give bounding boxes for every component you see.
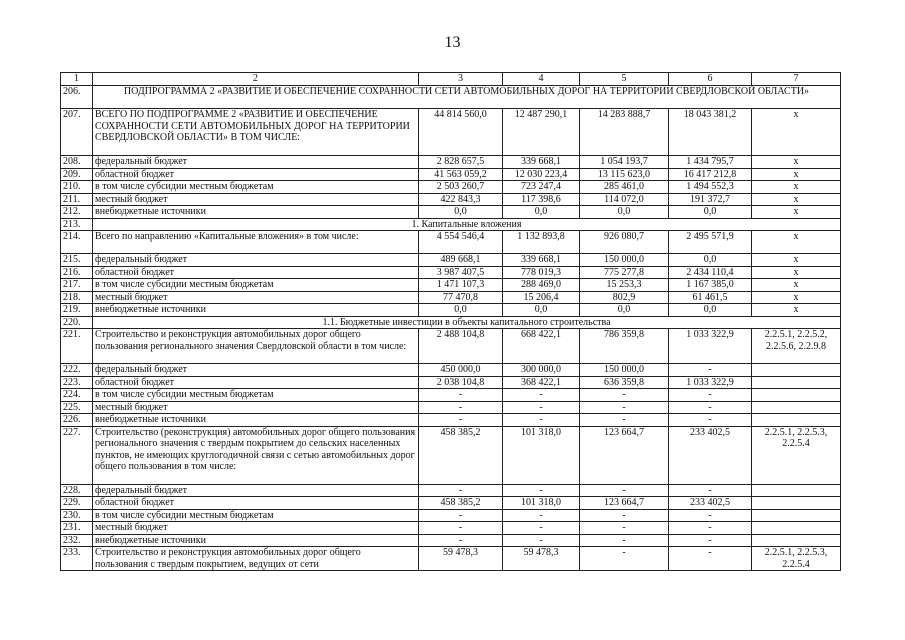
target-indicator-ref — [752, 364, 841, 377]
row-description: федеральный бюджет — [93, 484, 419, 497]
row-description: областной бюджет — [93, 266, 419, 279]
target-indicator-ref — [752, 534, 841, 547]
target-indicator-ref — [752, 484, 841, 497]
amount-year-2: 636 359,8 — [580, 376, 669, 389]
amount-total: 489 668,1 — [419, 254, 503, 267]
table-body — [61, 86, 841, 571]
target-indicator-ref: x — [752, 181, 841, 194]
amount-year-1: - — [503, 522, 580, 535]
table-row — [61, 193, 841, 206]
section-heading-row — [61, 86, 841, 109]
table-row — [61, 497, 841, 510]
target-indicator-ref — [752, 389, 841, 402]
amount-year-2: - — [580, 401, 669, 414]
table-row — [61, 231, 841, 254]
amount-year-1: - — [503, 534, 580, 547]
row-number: 233. — [61, 547, 93, 571]
amount-year-2: 114 072,0 — [580, 193, 669, 206]
target-indicator-ref — [752, 497, 841, 510]
amount-year-2: - — [580, 414, 669, 427]
row-number: 223. — [61, 376, 93, 389]
amount-total: 2 828 657,5 — [419, 156, 503, 169]
row-description: местный бюджет — [93, 522, 419, 535]
amount-year-3: - — [669, 389, 752, 402]
row-description: областной бюджет — [93, 376, 419, 389]
amount-year-2: - — [580, 547, 669, 571]
amount-year-3: - — [669, 364, 752, 377]
amount-year-2: 150 000,0 — [580, 364, 669, 377]
amount-year-2: 802,9 — [580, 291, 669, 304]
row-number: 214. — [61, 231, 93, 254]
column-number: 6 — [669, 73, 752, 86]
amount-total: 2 038 104,8 — [419, 376, 503, 389]
target-indicator-ref — [752, 509, 841, 522]
amount-total: 422 843,3 — [419, 193, 503, 206]
row-number: 217. — [61, 279, 93, 292]
table-row — [61, 291, 841, 304]
amount-year-2: 123 664,7 — [580, 497, 669, 510]
amount-year-1: 1 132 893,8 — [503, 231, 580, 254]
table-row — [61, 254, 841, 267]
amount-year-3: 1 494 552,3 — [669, 181, 752, 194]
row-description: в том числе субсидии местным бюджетам — [93, 181, 419, 194]
table-row — [61, 156, 841, 169]
row-number: 231. — [61, 522, 93, 535]
amount-total: - — [419, 401, 503, 414]
amount-year-1: 101 318,0 — [503, 497, 580, 510]
amount-year-1: 0,0 — [503, 206, 580, 219]
amount-year-3: 1 167 385,0 — [669, 279, 752, 292]
amount-year-2: 1 054 193,7 — [580, 156, 669, 169]
amount-total: - — [419, 484, 503, 497]
amount-year-1: 101 318,0 — [503, 426, 580, 484]
row-description: внебюджетные источники — [93, 206, 419, 219]
section-title: ПОДПРОГРАММА 2 «РАЗВИТИЕ И ОБЕСПЕЧЕНИЕ СОХРАННОСТИ СЕТИ АВТОМОБИЛЬНЫХ ДОРОГ НА ТЕРРИТОРИИ СВЕРДЛОВСКОЙ ОБЛАСТИ» — [93, 86, 841, 109]
row-number: 219. — [61, 304, 93, 317]
amount-year-1: 723 247,4 — [503, 181, 580, 194]
target-indicator-ref: x — [752, 206, 841, 219]
row-number: 222. — [61, 364, 93, 377]
target-indicator-ref: x — [752, 168, 841, 181]
amount-total: 1 471 107,3 — [419, 279, 503, 292]
row-description: в том числе субсидии местным бюджетам — [93, 509, 419, 522]
amount-total: 4 554 546,4 — [419, 231, 503, 254]
section-title: 1. Капитальные вложения — [93, 218, 841, 231]
target-indicator-ref: x — [752, 156, 841, 169]
table-row — [61, 266, 841, 279]
table-row — [61, 547, 841, 571]
amount-year-1: - — [503, 509, 580, 522]
row-description: внебюджетные источники — [93, 534, 419, 547]
amount-year-2: 14 283 888,7 — [580, 109, 669, 156]
amount-year-3: - — [669, 401, 752, 414]
row-number: 230. — [61, 509, 93, 522]
row-number: 207. — [61, 109, 93, 156]
amount-year-2: 150 000,0 — [580, 254, 669, 267]
row-number: 226. — [61, 414, 93, 427]
table-row — [61, 304, 841, 317]
table-row — [61, 484, 841, 497]
amount-year-1: 368 422,1 — [503, 376, 580, 389]
amount-year-1: 12 030 223,4 — [503, 168, 580, 181]
amount-year-1: 0,0 — [503, 304, 580, 317]
amount-year-3: 2 495 571,9 — [669, 231, 752, 254]
amount-year-3: 1 033 322,9 — [669, 329, 752, 364]
amount-year-2: - — [580, 389, 669, 402]
amount-year-3: 61 461,5 — [669, 291, 752, 304]
amount-year-1: 778 019,3 — [503, 266, 580, 279]
amount-year-2: - — [580, 484, 669, 497]
table-row — [61, 206, 841, 219]
row-number: 220. — [61, 316, 93, 329]
row-description: областной бюджет — [93, 168, 419, 181]
row-number: 206. — [61, 86, 93, 109]
amount-year-1: 15 206,4 — [503, 291, 580, 304]
target-indicator-ref: 2.2.5.1, 2.2.5.3, 2.2.5.4 — [752, 426, 841, 484]
target-indicator-ref — [752, 522, 841, 535]
column-number: 3 — [419, 73, 503, 86]
amount-total: - — [419, 534, 503, 547]
row-number: 227. — [61, 426, 93, 484]
row-description: местный бюджет — [93, 401, 419, 414]
target-indicator-ref: x — [752, 193, 841, 206]
row-number: 213. — [61, 218, 93, 231]
amount-total: - — [419, 389, 503, 402]
table-row — [61, 364, 841, 377]
amount-total: 450 000,0 — [419, 364, 503, 377]
row-number: 211. — [61, 193, 93, 206]
amount-year-1: 339 668,1 — [503, 156, 580, 169]
amount-year-1: - — [503, 389, 580, 402]
amount-year-1: 339 668,1 — [503, 254, 580, 267]
row-number: 224. — [61, 389, 93, 402]
amount-year-3: 1 033 322,9 — [669, 376, 752, 389]
page-number: 13 — [444, 34, 461, 51]
amount-year-1: 117 398,6 — [503, 193, 580, 206]
row-number: 208. — [61, 156, 93, 169]
amount-total: 41 563 059,2 — [419, 168, 503, 181]
amount-year-2: 786 359,8 — [580, 329, 669, 364]
amount-year-1: - — [503, 484, 580, 497]
row-description: Всего по направлению «Капитальные вложения» в том числе: — [93, 231, 419, 254]
amount-year-3: 1 434 795,7 — [669, 156, 752, 169]
row-description: Строительство и реконструкция автомобильных дорог общего пользования регионального значения Свердловской области в том числе: — [93, 329, 419, 364]
amount-year-2: - — [580, 534, 669, 547]
row-description: федеральный бюджет — [93, 364, 419, 377]
table-row — [61, 401, 841, 414]
target-indicator-ref — [752, 401, 841, 414]
row-description: местный бюджет — [93, 193, 419, 206]
table-row — [61, 414, 841, 427]
target-indicator-ref — [752, 414, 841, 427]
row-description: Строительство и реконструкция автомобильных дорог общего пользования с твердым покрытием, ведущих от сети — [93, 547, 419, 571]
amount-year-2: 926 080,7 — [580, 231, 669, 254]
target-indicator-ref — [752, 376, 841, 389]
section-title: 1.1. Бюджетные инвестиции в объекты капитального строительства — [93, 316, 841, 329]
section-heading-row — [61, 316, 841, 329]
amount-total: 458 385,2 — [419, 426, 503, 484]
row-description: внебюджетные источники — [93, 414, 419, 427]
amount-total: - — [419, 414, 503, 427]
amount-year-1: - — [503, 401, 580, 414]
amount-year-3: 18 043 381,2 — [669, 109, 752, 156]
row-description: внебюджетные источники — [93, 304, 419, 317]
target-indicator-ref: x — [752, 231, 841, 254]
row-description: Строительство (реконструкция) автомобильных дорог общего пользования регионального значения с твердым покрытием до сельских населенных пунктов, не имеющих круглогодичной связи с сетью автомобильных дорог общего пользования в том числе: — [93, 426, 419, 484]
amount-total: 458 385,2 — [419, 497, 503, 510]
row-description: в том числе субсидии местным бюджетам — [93, 279, 419, 292]
table-row — [61, 109, 841, 156]
amount-year-3: - — [669, 547, 752, 571]
amount-year-3: 0,0 — [669, 254, 752, 267]
amount-year-2: - — [580, 509, 669, 522]
amount-year-2: 285 461,0 — [580, 181, 669, 194]
amount-year-1: 12 487 290,1 — [503, 109, 580, 156]
table-row — [61, 389, 841, 402]
row-number: 232. — [61, 534, 93, 547]
target-indicator-ref: x — [752, 304, 841, 317]
amount-year-3: - — [669, 522, 752, 535]
row-description: в том числе субсидии местным бюджетам — [93, 389, 419, 402]
column-number: 7 — [752, 73, 841, 86]
amount-year-3: 16 417 212,8 — [669, 168, 752, 181]
table-row — [61, 509, 841, 522]
column-number: 1 — [61, 73, 93, 86]
amount-year-2: 15 253,3 — [580, 279, 669, 292]
table-row — [61, 168, 841, 181]
amount-year-3: 2 434 110,4 — [669, 266, 752, 279]
amount-year-3: - — [669, 414, 752, 427]
table-row — [61, 426, 841, 484]
column-number: 2 — [93, 73, 419, 86]
table-row — [61, 534, 841, 547]
amount-total: 44 814 560,0 — [419, 109, 503, 156]
amount-year-1: 59 478,3 — [503, 547, 580, 571]
amount-year-2: 775 277,8 — [580, 266, 669, 279]
column-number-header-row — [61, 73, 841, 86]
row-number: 210. — [61, 181, 93, 194]
table-row — [61, 279, 841, 292]
amount-year-3: - — [669, 534, 752, 547]
target-indicator-ref: 2.2.5.1, 2.2.5.2, 2.2.5.6, 2.2.9.8 — [752, 329, 841, 364]
amount-total: 0,0 — [419, 304, 503, 317]
row-description: местный бюджет — [93, 291, 419, 304]
row-number: 212. — [61, 206, 93, 219]
amount-year-3: 191 372,7 — [669, 193, 752, 206]
amount-total: 3 987 407,5 — [419, 266, 503, 279]
amount-year-3: 0,0 — [669, 304, 752, 317]
row-description: федеральный бюджет — [93, 156, 419, 169]
row-number: 218. — [61, 291, 93, 304]
target-indicator-ref: 2.2.5.1, 2.2.5.3, 2.2.5.4 — [752, 547, 841, 571]
amount-year-2: 13 115 623,0 — [580, 168, 669, 181]
row-number: 216. — [61, 266, 93, 279]
amount-total: 2 503 260,7 — [419, 181, 503, 194]
section-heading-row — [61, 218, 841, 231]
budget-table — [60, 72, 841, 571]
amount-year-3: 233 402,5 — [669, 497, 752, 510]
table-row — [61, 522, 841, 535]
target-indicator-ref: x — [752, 266, 841, 279]
row-number: 225. — [61, 401, 93, 414]
column-number: 5 — [580, 73, 669, 86]
amount-year-3: 0,0 — [669, 206, 752, 219]
amount-year-1: 668 422,1 — [503, 329, 580, 364]
row-description: федеральный бюджет — [93, 254, 419, 267]
amount-total: 0,0 — [419, 206, 503, 219]
amount-year-2: 123 664,7 — [580, 426, 669, 484]
amount-year-3: - — [669, 509, 752, 522]
row-number: 221. — [61, 329, 93, 364]
row-description: ВСЕГО ПО ПОДПРОГРАММЕ 2 «РАЗВИТИЕ И ОБЕСПЕЧЕНИЕ СОХРАННОСТИ СЕТИ АВТОМОБИЛЬНЫХ ДОРОГ НА ТЕРРИТОРИИ СВЕРДЛОВСКОЙ ОБЛАСТИ» В ТОМ ЧИСЛЕ: — [93, 109, 419, 156]
amount-total: 2 488 104,8 — [419, 329, 503, 364]
row-number: 228. — [61, 484, 93, 497]
amount-year-2: - — [580, 522, 669, 535]
row-description: областной бюджет — [93, 497, 419, 510]
table-row — [61, 329, 841, 364]
amount-total: - — [419, 509, 503, 522]
column-number: 4 — [503, 73, 580, 86]
row-number: 229. — [61, 497, 93, 510]
row-number: 215. — [61, 254, 93, 267]
amount-year-2: 0,0 — [580, 304, 669, 317]
target-indicator-ref: x — [752, 254, 841, 267]
amount-year-2: 0,0 — [580, 206, 669, 219]
target-indicator-ref: x — [752, 279, 841, 292]
amount-year-1: 288 469,0 — [503, 279, 580, 292]
amount-year-1: 300 000,0 — [503, 364, 580, 377]
amount-year-3: 233 402,5 — [669, 426, 752, 484]
row-number: 209. — [61, 168, 93, 181]
amount-year-1: - — [503, 414, 580, 427]
amount-year-3: - — [669, 484, 752, 497]
table-row — [61, 376, 841, 389]
amount-total: 77 470,8 — [419, 291, 503, 304]
amount-total: - — [419, 522, 503, 535]
amount-total: 59 478,3 — [419, 547, 503, 571]
target-indicator-ref: x — [752, 109, 841, 156]
target-indicator-ref: x — [752, 291, 841, 304]
table-row — [61, 181, 841, 194]
